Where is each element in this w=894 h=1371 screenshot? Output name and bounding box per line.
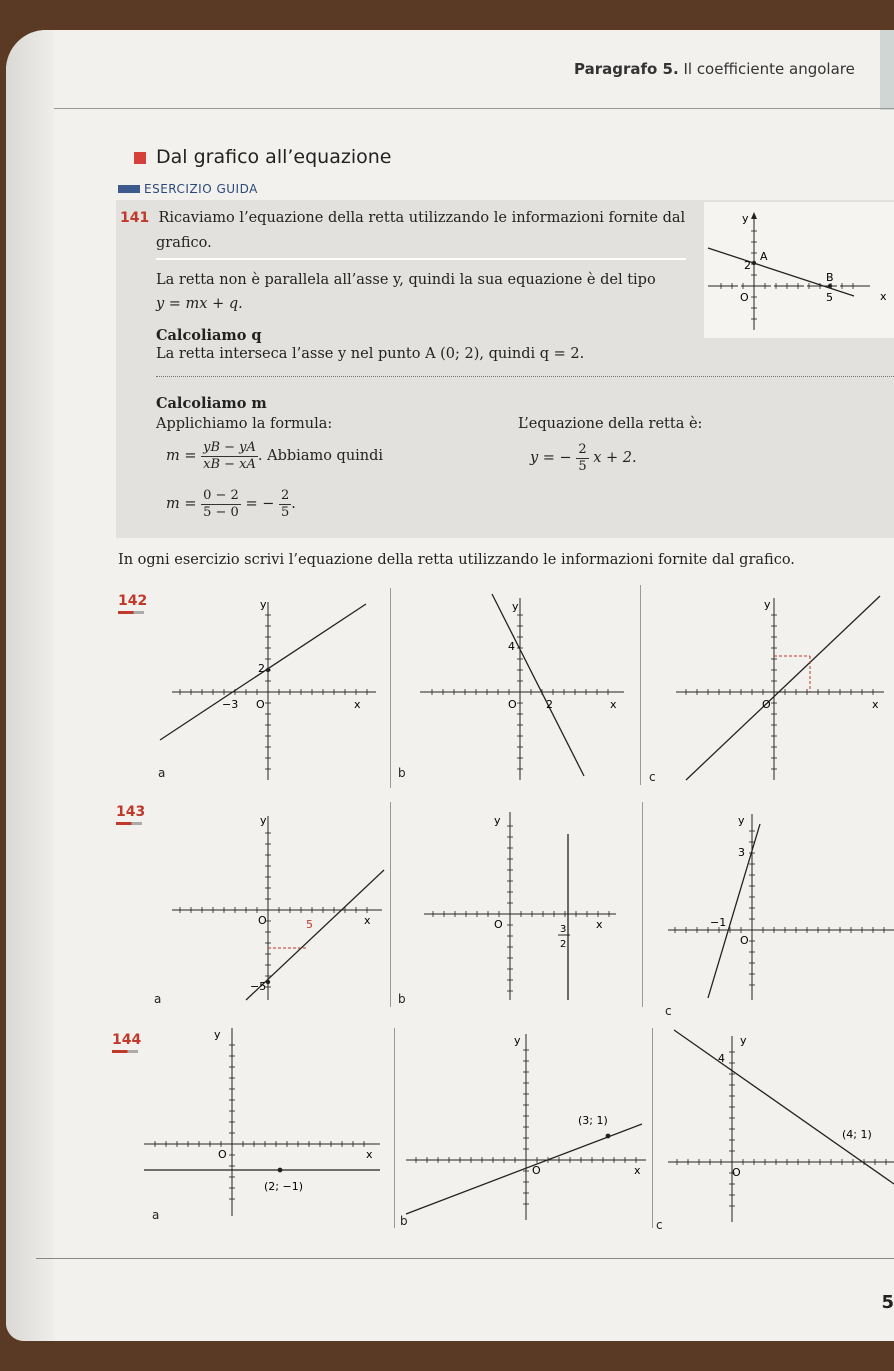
label-144b: b xyxy=(400,1214,408,1228)
ex141-number: 141 xyxy=(120,210,150,226)
label-minus3: −3 xyxy=(222,698,239,711)
header-paragraph-number: Paragrafo 5. xyxy=(574,60,679,78)
formula-numerator: yB − yA xyxy=(203,439,256,455)
section-marker xyxy=(134,152,146,164)
origin-label: O xyxy=(740,934,749,947)
graph-144c xyxy=(664,1026,894,1226)
eq-fraction xyxy=(576,442,588,475)
ex142-number: 142 xyxy=(118,593,148,609)
y-label: y xyxy=(764,598,771,611)
label-143b: b xyxy=(398,992,406,1006)
dotted-divider xyxy=(156,376,894,377)
label-143c: c xyxy=(665,1004,672,1018)
origin-label: O xyxy=(762,698,771,711)
guide-marker xyxy=(118,185,140,193)
ex141-text1: Ricaviamo l’equazione della retta utilizzando le informazioni fornite dal xyxy=(158,210,686,226)
point-label: (2; −1) xyxy=(264,1180,303,1193)
point-2-minus1 xyxy=(278,1168,283,1173)
origin-label: O xyxy=(494,918,503,931)
ex141-line3: La retta non è parallela all’asse y, quindi la sua equazione è del tipo xyxy=(156,272,656,288)
x-label: x xyxy=(610,698,617,711)
page-number: 5 xyxy=(881,1292,894,1313)
formula-tail: . Abbiamo quindi xyxy=(257,448,384,464)
calc-lhs: m = xyxy=(166,496,197,512)
label-4: 4 xyxy=(718,1052,725,1065)
graph-142b xyxy=(416,590,636,786)
eq-intro: L’equazione della retta è: xyxy=(518,416,703,432)
header-rule xyxy=(54,108,894,109)
label-4: 4 xyxy=(508,640,515,653)
calc-denominator: 5 − 0 xyxy=(203,504,239,520)
page-tab xyxy=(880,30,894,110)
graph-142a xyxy=(156,590,386,786)
label-b: B xyxy=(826,271,834,284)
column-divider xyxy=(394,1028,395,1228)
graph-144a xyxy=(140,1020,390,1220)
guide-label: ESERCIZIO GUIDA xyxy=(144,182,258,196)
label-144a: a xyxy=(152,1208,160,1222)
label-2: 2 xyxy=(258,662,265,675)
graph-143c xyxy=(668,804,894,1004)
page-gutter xyxy=(6,30,54,1341)
calc-eq-sign: = − xyxy=(245,496,275,512)
column-divider xyxy=(640,585,641,785)
textbook-page xyxy=(6,30,894,1341)
column-divider xyxy=(390,802,391,1007)
x-label: x xyxy=(596,918,603,931)
label-2: 2 xyxy=(560,939,567,950)
m-calculation xyxy=(166,486,296,522)
divider xyxy=(156,258,686,260)
line-142b xyxy=(492,594,584,776)
point-label: (4; 1) xyxy=(842,1128,872,1141)
formula-fraction xyxy=(201,440,258,473)
column-divider xyxy=(642,802,643,1007)
origin-label: O xyxy=(532,1164,541,1177)
calc-numerator: 0 − 2 xyxy=(203,487,239,503)
y-label: y xyxy=(514,1034,521,1047)
section-title: Dal grafico all’equazione xyxy=(156,146,392,168)
label-142b: b xyxy=(398,766,406,780)
ex141-line4: y = mx + q. xyxy=(156,296,243,312)
running-header xyxy=(574,60,855,78)
y-label: y xyxy=(742,212,749,225)
ex141-line2: grafico. xyxy=(156,235,212,251)
label-3: 3 xyxy=(738,846,745,859)
intercept-point xyxy=(266,980,270,984)
label-144c: c xyxy=(656,1218,663,1232)
label-2: 2 xyxy=(546,698,553,711)
label-5: 5 xyxy=(306,918,313,931)
y-label: y xyxy=(260,598,267,611)
point-a xyxy=(752,261,756,265)
ex144-number: 144 xyxy=(112,1032,142,1048)
line-144c xyxy=(674,1030,894,1184)
label-minus5: −5 xyxy=(250,980,267,993)
origin-label: O xyxy=(740,291,749,304)
label-3: 3 xyxy=(560,924,567,935)
label-a: A xyxy=(760,250,768,263)
eq-lhs: y = − xyxy=(530,450,572,466)
label-143a: a xyxy=(154,992,162,1006)
point-3-1 xyxy=(606,1134,611,1139)
y-label: y xyxy=(512,600,519,613)
point-b xyxy=(828,284,832,288)
graph-143a xyxy=(156,804,386,1004)
y-label: y xyxy=(494,814,501,827)
y-label: y xyxy=(738,814,745,827)
label-minus1: −1 xyxy=(710,916,727,929)
column-divider xyxy=(390,588,391,788)
graph-143b xyxy=(416,804,636,1004)
x-label: x xyxy=(872,698,879,711)
formula xyxy=(166,438,383,474)
x-label: x xyxy=(354,698,361,711)
origin-label: O xyxy=(258,914,267,927)
footer-rule xyxy=(36,1258,894,1259)
result-numerator: 2 xyxy=(280,487,290,503)
label-142a: a xyxy=(158,766,166,780)
x-label: x xyxy=(364,914,371,927)
graph-142c xyxy=(666,590,894,786)
y-label: y xyxy=(214,1028,221,1041)
origin-label: O xyxy=(508,698,517,711)
calc-q-text: La retta interseca l’asse y nel punto A (0; 2), quindi q = 2. xyxy=(156,346,585,362)
label-5: 5 xyxy=(826,291,833,304)
y-label: y xyxy=(260,814,267,827)
eq-denominator: 5 xyxy=(578,458,587,474)
x-label: x xyxy=(634,1164,641,1177)
graph-144b xyxy=(402,1024,648,1224)
x-label: x xyxy=(880,290,887,303)
label-2: 2 xyxy=(744,259,751,272)
formula-denominator: xB − xA xyxy=(203,456,256,472)
label-142c: c xyxy=(649,770,656,784)
result-fraction xyxy=(279,488,291,521)
formula-lhs: m = xyxy=(166,448,197,464)
origin-label: O xyxy=(256,698,265,711)
calc-fraction xyxy=(201,488,241,521)
ex141-line1 xyxy=(120,208,685,228)
result-denominator: 5 xyxy=(280,504,290,520)
final-equation xyxy=(530,440,637,476)
calc-m-title: Calcoliamo m xyxy=(156,395,267,412)
line-142c xyxy=(686,596,880,780)
y-label: y xyxy=(740,1034,747,1047)
calc-dot: . xyxy=(291,496,296,512)
eq-rhs: x + 2. xyxy=(593,450,637,466)
ex143-number: 143 xyxy=(116,804,146,820)
instruction: In ogni esercizio scrivi l’equazione della retta utilizzando le informazioni fornite dal grafico. xyxy=(118,552,795,568)
point-label: (3; 1) xyxy=(578,1114,608,1127)
calc-q-title: Calcoliamo q xyxy=(156,327,262,344)
origin-label: O xyxy=(218,1148,227,1161)
header-paragraph-title: Il coefficiente angolare xyxy=(678,60,855,78)
column-divider xyxy=(652,1028,653,1228)
graph-141-bg xyxy=(704,202,894,338)
x-label: x xyxy=(366,1148,373,1161)
formula-intro: Applichiamo la formula: xyxy=(156,416,333,432)
eq-numerator: 2 xyxy=(578,441,587,457)
graph-141 xyxy=(704,202,894,338)
origin-label: O xyxy=(732,1166,741,1179)
